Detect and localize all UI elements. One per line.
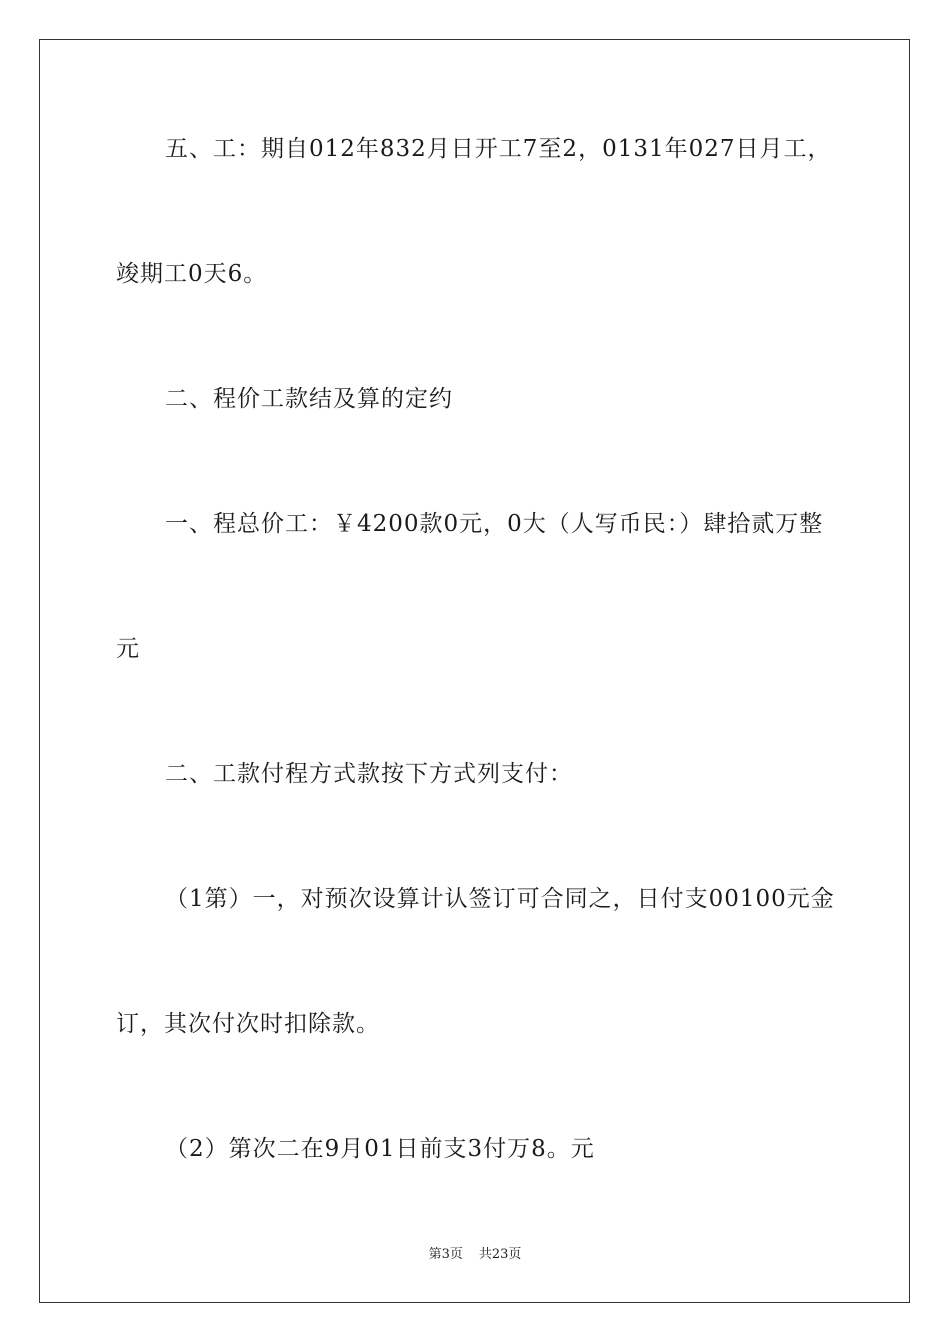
paragraph-construction-period-cont: 竣期工0天6。 [116, 261, 268, 287]
page-border [39, 39, 910, 1303]
page-footer [0, 1246, 950, 1264]
section-heading-price-settlement: 二、程价工款结及算的定约 [165, 386, 453, 412]
paragraph-payment-first: （1第）一，对预次设算计认签订可合同之，日付支00100元金 [165, 886, 835, 912]
paragraph-payment-first-cont: 订，其次付次时扣除款。 [116, 1011, 380, 1037]
paragraph-construction-period: 五、工：期自012年832月日开工7至2，0131年027日月工， [165, 136, 832, 162]
paragraph-total-price-cont: 元 [116, 636, 140, 662]
total-pages-label: 共23页 [478, 1247, 522, 1262]
paragraph-payment-second: （2）第次二在9月01日前支3付万8。元 [165, 1136, 595, 1162]
paragraph-total-price: 一、程总价工：￥4200款0元，0大（人写币民：）肆拾贰万整 [165, 511, 824, 537]
paragraph-payment-method: 二、工款付程方式款按下方式列支付： [165, 761, 573, 787]
current-page-label: 第3页 [428, 1247, 463, 1262]
